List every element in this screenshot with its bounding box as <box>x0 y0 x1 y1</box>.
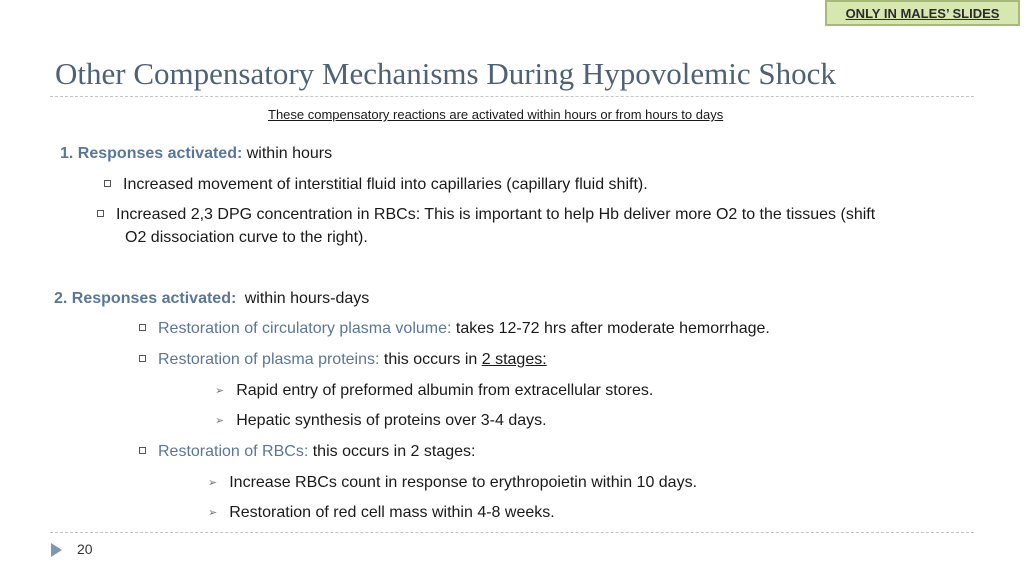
square-bullet-icon <box>139 355 146 362</box>
slide-subtitle: These compensatory reactions are activated within hours or from hours to days <box>268 107 724 122</box>
arrow-bullet-icon: ➢ <box>215 385 225 397</box>
sub-list-item: ➢ Increase RBCs count in response to erythropoietin within 10 days. <box>208 474 698 491</box>
list-item: Restoration of RBCs: this occurs in 2 stages: <box>139 443 475 461</box>
section2-heading: 2. Responses activated: <box>54 290 237 307</box>
slide-title: Other Compensatory Mechanisms During Hypovolemic Shock <box>55 56 836 91</box>
arrow-bullet-icon: ➢ <box>208 507 218 519</box>
section2-timing: within hours-days <box>244 290 370 307</box>
badge-label: ONLY IN MALES’ SLIDES <box>845 5 1000 21</box>
section1-header <box>60 145 332 163</box>
section1-timing: within hours <box>246 145 333 162</box>
males-only-badge <box>825 0 1020 26</box>
square-bullet-icon <box>97 210 104 217</box>
arrow-bullet-icon: ➢ <box>215 415 225 427</box>
square-bullet-icon <box>139 447 146 454</box>
list-item: Increased movement of interstitial fluid into capillaries (capillary fluid shift). <box>104 176 648 194</box>
page-number: 20 <box>77 541 93 557</box>
square-bullet-icon <box>104 180 111 187</box>
list-item: Restoration of plasma proteins: this occurs in 2 stages: <box>139 351 547 369</box>
footer-divider <box>50 532 974 533</box>
sub-list-item: ➢ Rapid entry of preformed albumin from extracellular stores. <box>215 382 654 399</box>
square-bullet-icon <box>139 324 146 331</box>
triangle-marker-icon <box>51 543 62 557</box>
list-item: Increased 2,3 DPG concentration in RBCs: This is important to help Hb deliver more O2 to the tissues (shift <box>97 206 875 224</box>
sub-list-item: ➢ Restoration of red cell mass within 4-8 weeks. <box>208 504 555 521</box>
title-divider <box>50 96 974 97</box>
arrow-bullet-icon: ➢ <box>208 477 218 489</box>
list-item-continuation: O2 dissociation curve to the right). <box>125 229 368 246</box>
sub-list-item: ➢ Hepatic synthesis of proteins over 3-4 days. <box>215 412 547 429</box>
section1-heading: 1. Responses activated: <box>60 145 243 162</box>
list-item: Restoration of circulatory plasma volume: takes 12-72 hrs after moderate hemorrhage. <box>139 320 770 338</box>
section2-header <box>54 290 369 308</box>
